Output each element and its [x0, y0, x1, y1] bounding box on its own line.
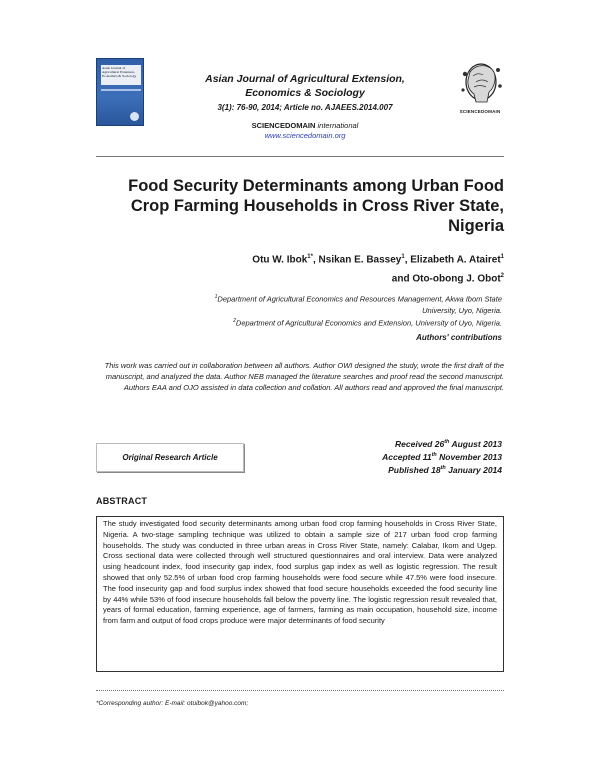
article-type-label: Original Research Article — [122, 453, 218, 462]
author-line2: and Oto-obong J. Obot$^2$ — [391, 273, 504, 285]
abstract-text: The study investigated food security determinants among urban food crop farming households in Cross River State, Nigeria. A two-stage sampling technique was utilized to obtain a sample size of 217 urban food crop farming households. The study was conducted in three urban areas in Cross River State, namely: Calabar, Ikom and Ugep. Cross sectional data were collected through well structured questionnaires and oral interview. Data were analyzed using headcount index, food insecurity gap index, food surplus gap index as well as logistic regression. The result showed that only 52.5% of urban food crop farming households were food secure while 47.5% were food insecure. The food insecurity gap and food surplus index showed that food secure households exceeded the food security line by 44% while 53% of food insecure households fall below the poverty line. The logistic regression result revealed that, years of formal education, farming experience, age of farmers, farming as main occupation, household size, income from farm and output of food crops produce were major determinants of food security — [103, 519, 497, 626]
author-affiliation-mark: 1 — [401, 254, 405, 260]
affiliation-2: $^2$Department of Agricultural Economics and Extension, University of Uyo, Nigeria. — [233, 317, 502, 327]
paper-title-line1: Food Security Determinants among Urban Food — [128, 177, 504, 195]
publisher-name — [150, 121, 460, 130]
publication-dates — [300, 437, 502, 475]
paper-title-line3: Nigeria — [448, 217, 504, 235]
author-name: Otu W. Ibok — [252, 254, 308, 266]
cover-strip — [101, 89, 141, 91]
journal-title-line2: Economics & Sociology — [245, 87, 365, 99]
publisher-italic: international — [315, 121, 359, 130]
contributions-heading: Authors' contributions — [416, 333, 502, 342]
author-name: Oto-obong J. Obot — [412, 273, 501, 285]
corresponding-author-footnote: *Corresponding author: E-mail: otuibok@yahoo.com; — [96, 700, 249, 707]
publisher-url[interactable]: www.sciencedomain.org — [264, 131, 346, 140]
author-name: Elizabeth A. Atairet — [410, 254, 501, 266]
publisher-bold: SCIENCEDOMAIN — [251, 121, 316, 130]
contributions-text: This work was carried out in collaboration between all authors. Author OWI designed the study, wrote the first draft of the manuscript, and analyzed the data. Author NEB managed the literature searches and proof read the second manuscript. Authors EAA and OJO assisted in data collection and collation. All authors read and approved the final manuscript. — [104, 361, 504, 392]
affiliation-1: $^1$Department of Agricultural Economics and Resources Management, Akwa Ibom State — [214, 294, 502, 304]
cover-logo-icon — [130, 112, 139, 121]
author-affiliation-mark: 1 — [500, 254, 504, 260]
abstract-heading: ABSTRACT — [96, 496, 148, 506]
date-received: Received 26th August 2013 — [395, 438, 502, 449]
affiliations — [110, 292, 502, 328]
journal-header — [150, 72, 460, 140]
author-name: Nsikan E. Bassey — [318, 254, 402, 266]
article-type-badge — [96, 443, 244, 472]
journal-cover-thumbnail — [96, 58, 144, 126]
abstract-box — [96, 516, 504, 672]
paper-title — [96, 176, 504, 236]
date-accepted: Accepted 11th November 2013 — [382, 451, 502, 462]
date-published: Published 18th January 2014 — [388, 464, 502, 475]
paper-title-line2: Crop Farming Households in Cross River State, — [130, 197, 504, 215]
affiliation-1-cont: University, Uyo, Nigeria. — [422, 305, 502, 315]
journal-title-line1: Asian Journal of Agricultural Extension, — [205, 73, 405, 85]
footnote-divider — [96, 690, 504, 691]
sciencedomain-logo-label: SCIENCEDOMAIN — [459, 109, 501, 114]
cover-label: Asian Journal of Agricultural Extension, Economics & Sociology — [101, 65, 141, 85]
author-affiliation-mark: 1* — [307, 254, 313, 260]
journal-title — [150, 72, 460, 100]
header-divider — [96, 156, 504, 157]
author-list — [160, 249, 504, 288]
author-line1: Otu W. Ibok$^{1*}$, Nsikan E. Bassey$^1$, Elizabeth A. Atairet$^1$ — [252, 254, 504, 266]
journal-issue: 3(1): 76-90, 2014; Article no. AJAEES.2014.007 — [217, 103, 393, 112]
author-affiliation-mark: 2 — [500, 273, 504, 280]
